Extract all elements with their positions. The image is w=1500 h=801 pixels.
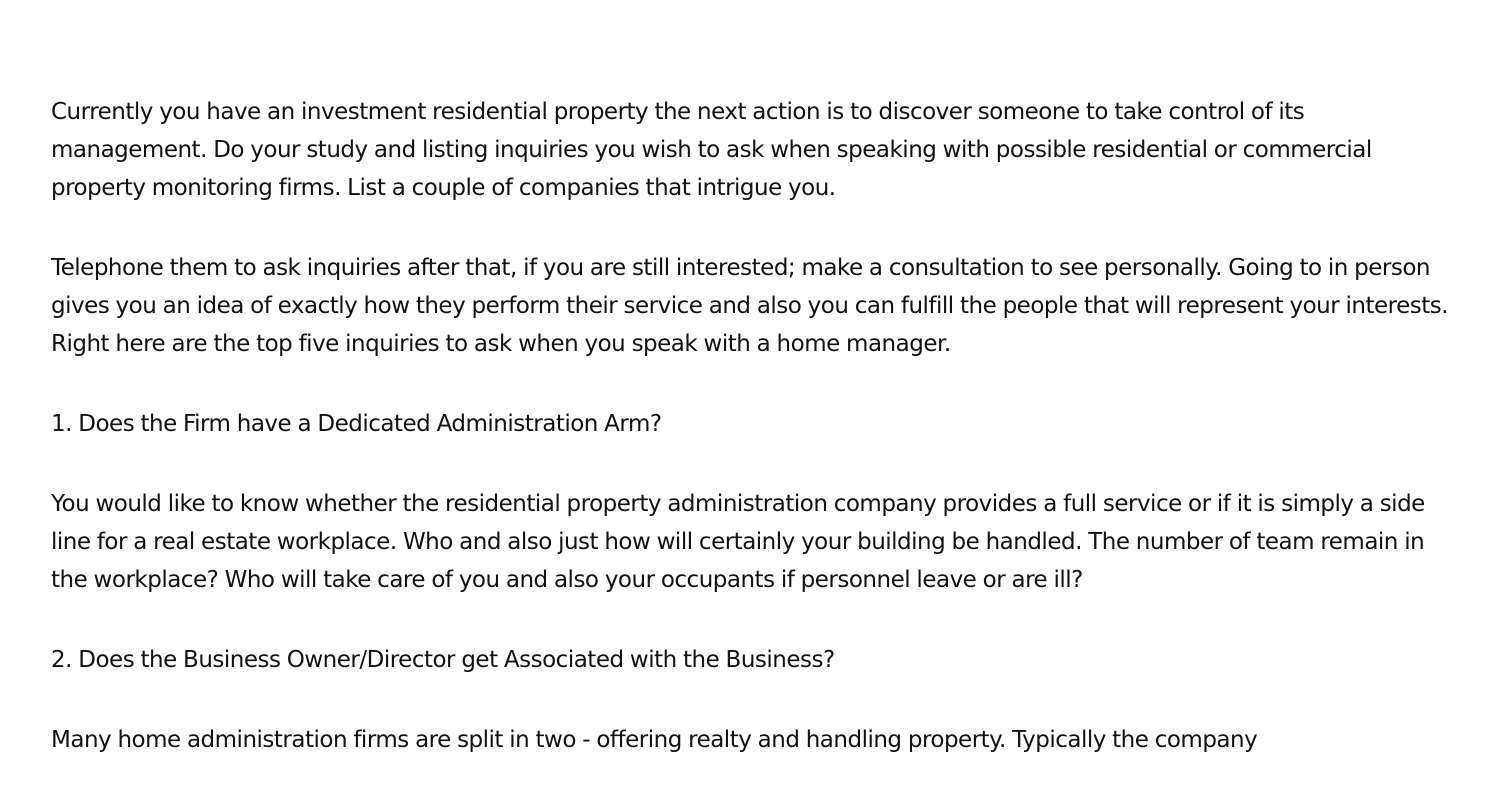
answer-paragraph-2: Many home administration firms are split in two - offering realty and handling property. Typically the company: [51, 727, 1258, 753]
answer-paragraph-1: You would like to know whether the residential property administration company provides a full service or if it is simply a side line for a real estate workplace. Who and also just how will certainly your building be handled. The number of team remain in the workplace? Who will take care of you and also your occupants if personnel leave or are ill?: [51, 491, 1425, 593]
article-body: [51, 93, 1461, 801]
question-heading-1: 1. Does the Firm have a Dedicated Administration Arm?: [51, 411, 662, 437]
question-heading-2: 2. Does the Business Owner/Director get Associated with the Business?: [51, 647, 835, 673]
intro-paragraph: Currently you have an investment residential property the next action is to discover someone to take control of its management. Do your study and listing inquiries you wish to ask when speaking with possible residential or commercial property monitoring firms. List a couple of companies that intrigue you.: [51, 99, 1372, 201]
contact-paragraph: Telephone them to ask inquiries after that, if you are still interested; make a consultation to see personally. Going to in person gives you an idea of exactly how they perform their service and also you can fulfill the people that will represent your interests. Right here are the top five inquiries to ask when you speak with a home manager.: [51, 255, 1449, 357]
